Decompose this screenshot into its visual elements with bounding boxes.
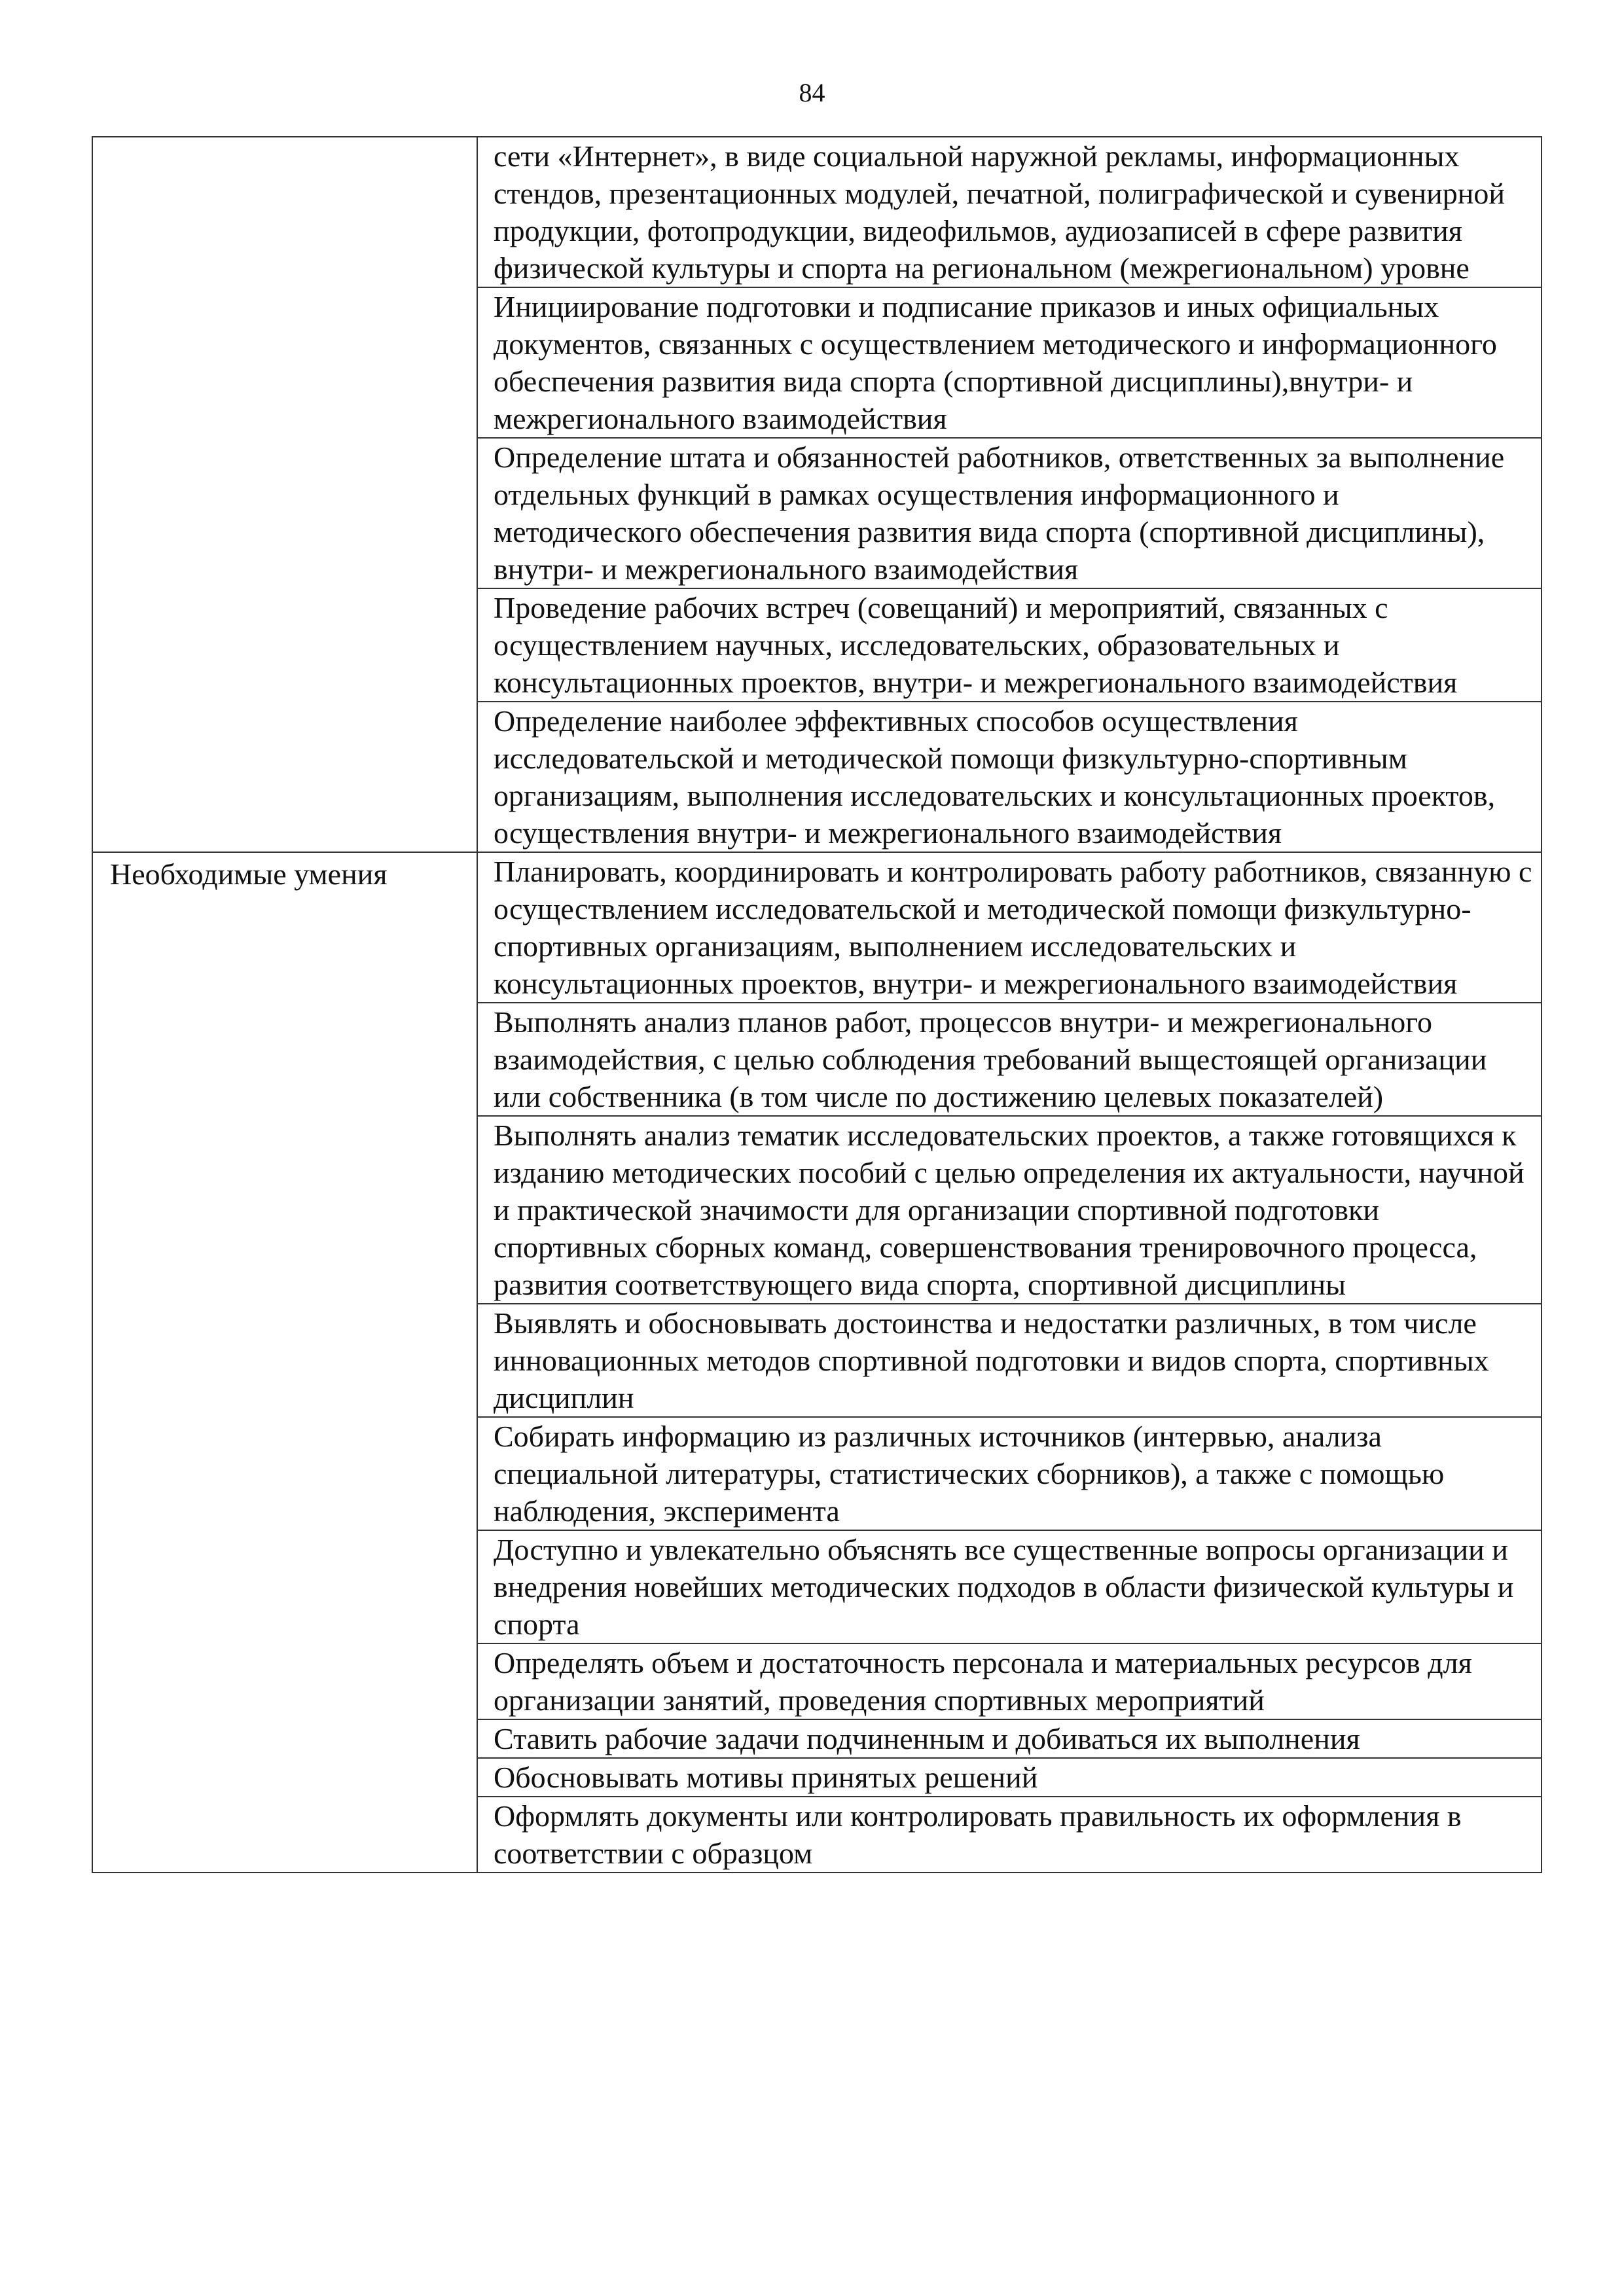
table-cell [477,1417,1542,1530]
table-cell [477,287,1542,438]
item-text: Определять объем и достаточность персонала и материальных ресурсов для организации занятий, проведения спортивных мероприятий [494,1646,1472,1717]
qualification-table [92,136,1542,1873]
section-label: Необходимые умения [92,852,477,1873]
table-cell [477,1530,1542,1643]
item-text: Выполнять анализ тематик исследовательских проектов, а также готовящихся к изданию методических пособий с целью определения их актуальности, научной и практической значимости для организации спортивной подготовки спортивных сборных команд, совершенствования тренировочного процесса, развития соответствующего вида спорта, спортивной дисциплины [494,1119,1525,1301]
table-row [92,137,1542,287]
item-text: Определение наиболее эффективных способов осуществления исследовательской и методической помощи физкультурно-спортивным организациям, выполнения исследовательских и консультационных проектов, осуществления внутри- и межрегионального взаимодействия [494,704,1496,850]
table-cell [477,1643,1542,1719]
item-text: Обосновывать мотивы принятых решений [494,1761,1038,1794]
item-text: Собирать информацию из различных источников (интервью, анализа специальной литературы, статистических сборников), а также с помощью наблюдения, эксперимента [494,1420,1445,1528]
item-text: Оформлять документы или контролировать правильность их оформления в соответствии с образцом [494,1799,1462,1870]
item-text: Проведение рабочих встреч (совещаний) и мероприятий, связанных с осуществлением научных, исследовательских, образовательных и консультационных проектов, внутри- и межрегионального взаимодействия [494,591,1458,699]
item-text: Инициирование подготовки и подписание приказов и иных официальных документов, связанных с осуществлением методического и информационного обеспечения развития вида спорта (спортивной дисциплины),внутри- и межрегионального взаимодействия [494,290,1497,435]
table-cell [477,1719,1542,1758]
table-cell [477,438,1542,588]
table-cell [477,852,1542,1003]
table-row [92,852,1542,1003]
item-text: Ставить рабочие задачи подчиненным и добиваться их выполнения [494,1722,1360,1755]
table-cell [477,1304,1542,1417]
table-cell [477,137,1542,287]
table-cell [477,1758,1542,1797]
item-text: Выявлять и обосновывать достоинства и недостатки различных, в том числе инновационных методов спортивной подготовки и видов спорта, спортивных дисциплин [494,1306,1489,1414]
table-cell [477,588,1542,702]
page-number: 84 [799,78,825,107]
item-text: сети «Интернет», в виде социальной наружной рекламы, информационных стендов, презентационных модулей, печатной, полиграфической и сувенирной продукции, фотопродукции, видеофильмов, аудиозаписей в сфере развития физической культуры и спорта на региональном (межрегиональном) уровне [494,139,1505,285]
section-label-empty [92,137,477,852]
item-text: Определение штата и обязанностей работников, ответственных за выполнение отдельных функций в рамках осуществления информационного и методического обеспечения развития вида спорта (спортивной дисциплины), внутри- и межрегионального взаимодействия [494,440,1505,586]
table-cell [477,1003,1542,1116]
table-cell [477,702,1542,852]
item-text: Выполнять анализ планов работ, процессов внутри- и межрегионального взаимодействия, с целью соблюдения требований выщестоящей организации или собственника (в том числе по достижению целевых показателей) [494,1005,1487,1113]
item-text: Доступно и увлекательно объяснять все существенные вопросы организации и внедрения новейших методических подходов в области физической культуры и спорта [494,1533,1514,1641]
item-text: Планировать, координировать и контролировать работу работников, связанную с осуществлением исследовательской и методической помощи физкультурно-спортивных организациям, выполнением исследовательских и консультационных проектов, внутри- и межрегионального взаимодействия [494,855,1532,1000]
table-cell [477,1797,1542,1873]
table-cell [477,1116,1542,1304]
